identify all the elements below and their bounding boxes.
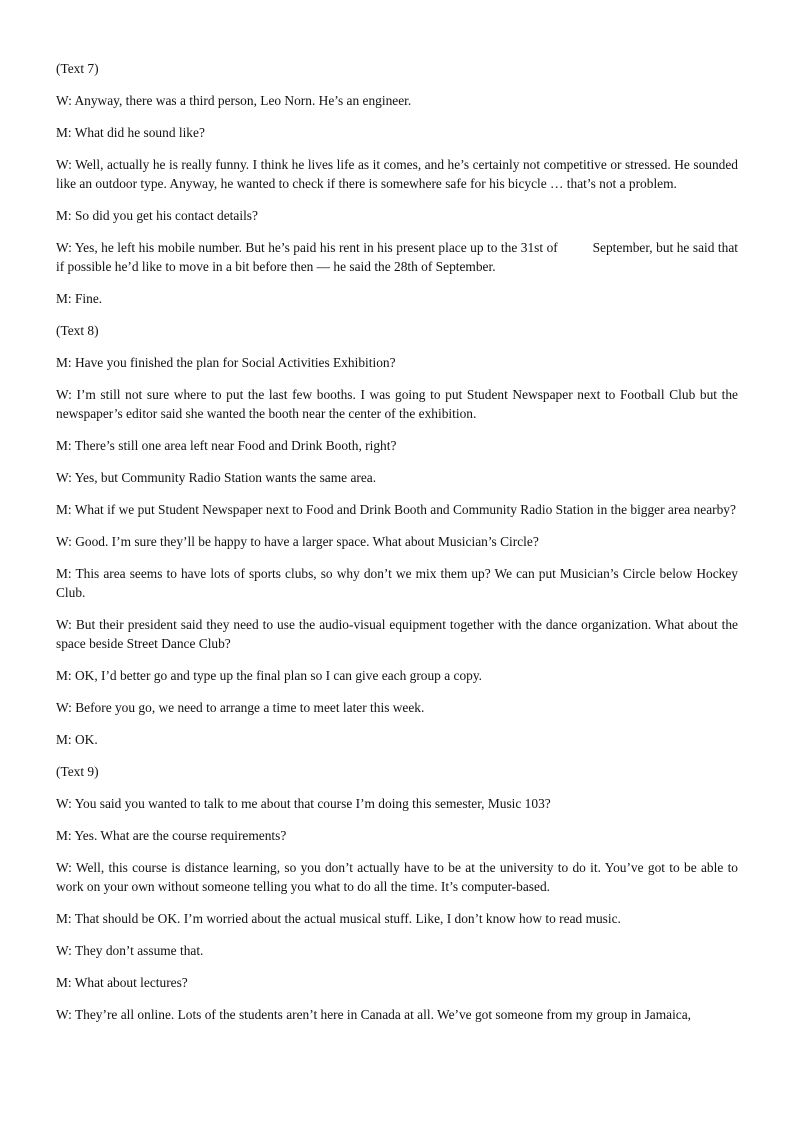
dialogue-line: W: They don’t assume that. [56,943,204,958]
dialogue-line: M: There’s still one area left near Food and Drink Booth, right? [56,438,397,453]
section-heading-text-8: (Text 8) [56,323,99,338]
dialogue-line: M: So did you get his contact details? [56,208,258,223]
dialogue-line: W: Well, actually he is really funny. I think he lives life as it comes, and he’s certainly not competitive or stressed. He sounded like an outdoor type. Anyway, he wanted to check if there is somewhere safe for his bicycle … that’s not a problem. [56,157,738,191]
dialogue-line: W: Good. I’m sure they’ll be happy to have a larger space. What about Musician’s Circle? [56,534,539,549]
dialogue-line: M: Have you finished the plan for Social Activities Exhibition? [56,355,396,370]
section-heading-text-7: (Text 7) [56,61,99,76]
dialogue-line: M: Fine. [56,291,103,306]
dialogue-line: M: OK, I’d better go and type up the final plan so I can give each group a copy. [56,668,483,683]
transcript-body [56,59,742,1037]
dialogue-line: W: They’re all online. Lots of the students aren’t here in Canada at all. We’ve got someone from my group in Jamaica, [56,1007,692,1022]
dialogue-line: M: What about lectures? [56,975,188,990]
dialogue-line: M: OK. [56,732,98,747]
dialogue-line: W: Before you go, we need to arrange a time to meet later this week. [56,700,425,715]
dialogue-line: M: That should be OK. I’m worried about the actual musical stuff. Like, I don’t know how to read music. [56,911,621,926]
dialogue-line: W: But their president said they need to use the audio-visual equipment together with the dance organization. What about the space beside Street Dance Club? [56,617,738,651]
section-heading-text-9: (Text 9) [56,764,99,779]
dialogue-line: M: What if we put Student Newspaper next to Food and Drink Booth and Community Radio Station in the bigger area nearby? [56,502,736,517]
dialogue-line: M: This area seems to have lots of sports clubs, so why don’t we mix them up? We can put Musician’s Circle below Hockey Club. [56,566,738,600]
dialogue-line: W: I’m still not sure where to put the last few booths. I was going to put Student Newspaper next to Football Club but the newspaper’s editor said she wanted the booth near the center of the exhibition. [56,387,738,421]
dialogue-line: W: Anyway, there was a third person, Leo Norn. He’s an engineer. [56,93,412,108]
dialogue-line: W: Yes, but Community Radio Station wants the same area. [56,470,377,485]
dialogue-line: M: What did he sound like? [56,125,205,140]
dialogue-line: W: Well, this course is distance learning, so you don’t actually have to be at the university to do it. You’ve got to be able to work on your own without someone telling you what to do all the time. It’s computer-based. [56,860,738,894]
dialogue-line: W: You said you wanted to talk to me about that course I’m doing this semester, Music 103? [56,796,551,811]
dialogue-line: W: Yes, he left his mobile number. But he’s paid his rent in his present place up to the 31st of September, but he said that if possible he’d like to move in a bit before then — he said the 28th of September. [56,240,742,274]
dialogue-line: M: Yes. What are the course requirements? [56,828,287,843]
